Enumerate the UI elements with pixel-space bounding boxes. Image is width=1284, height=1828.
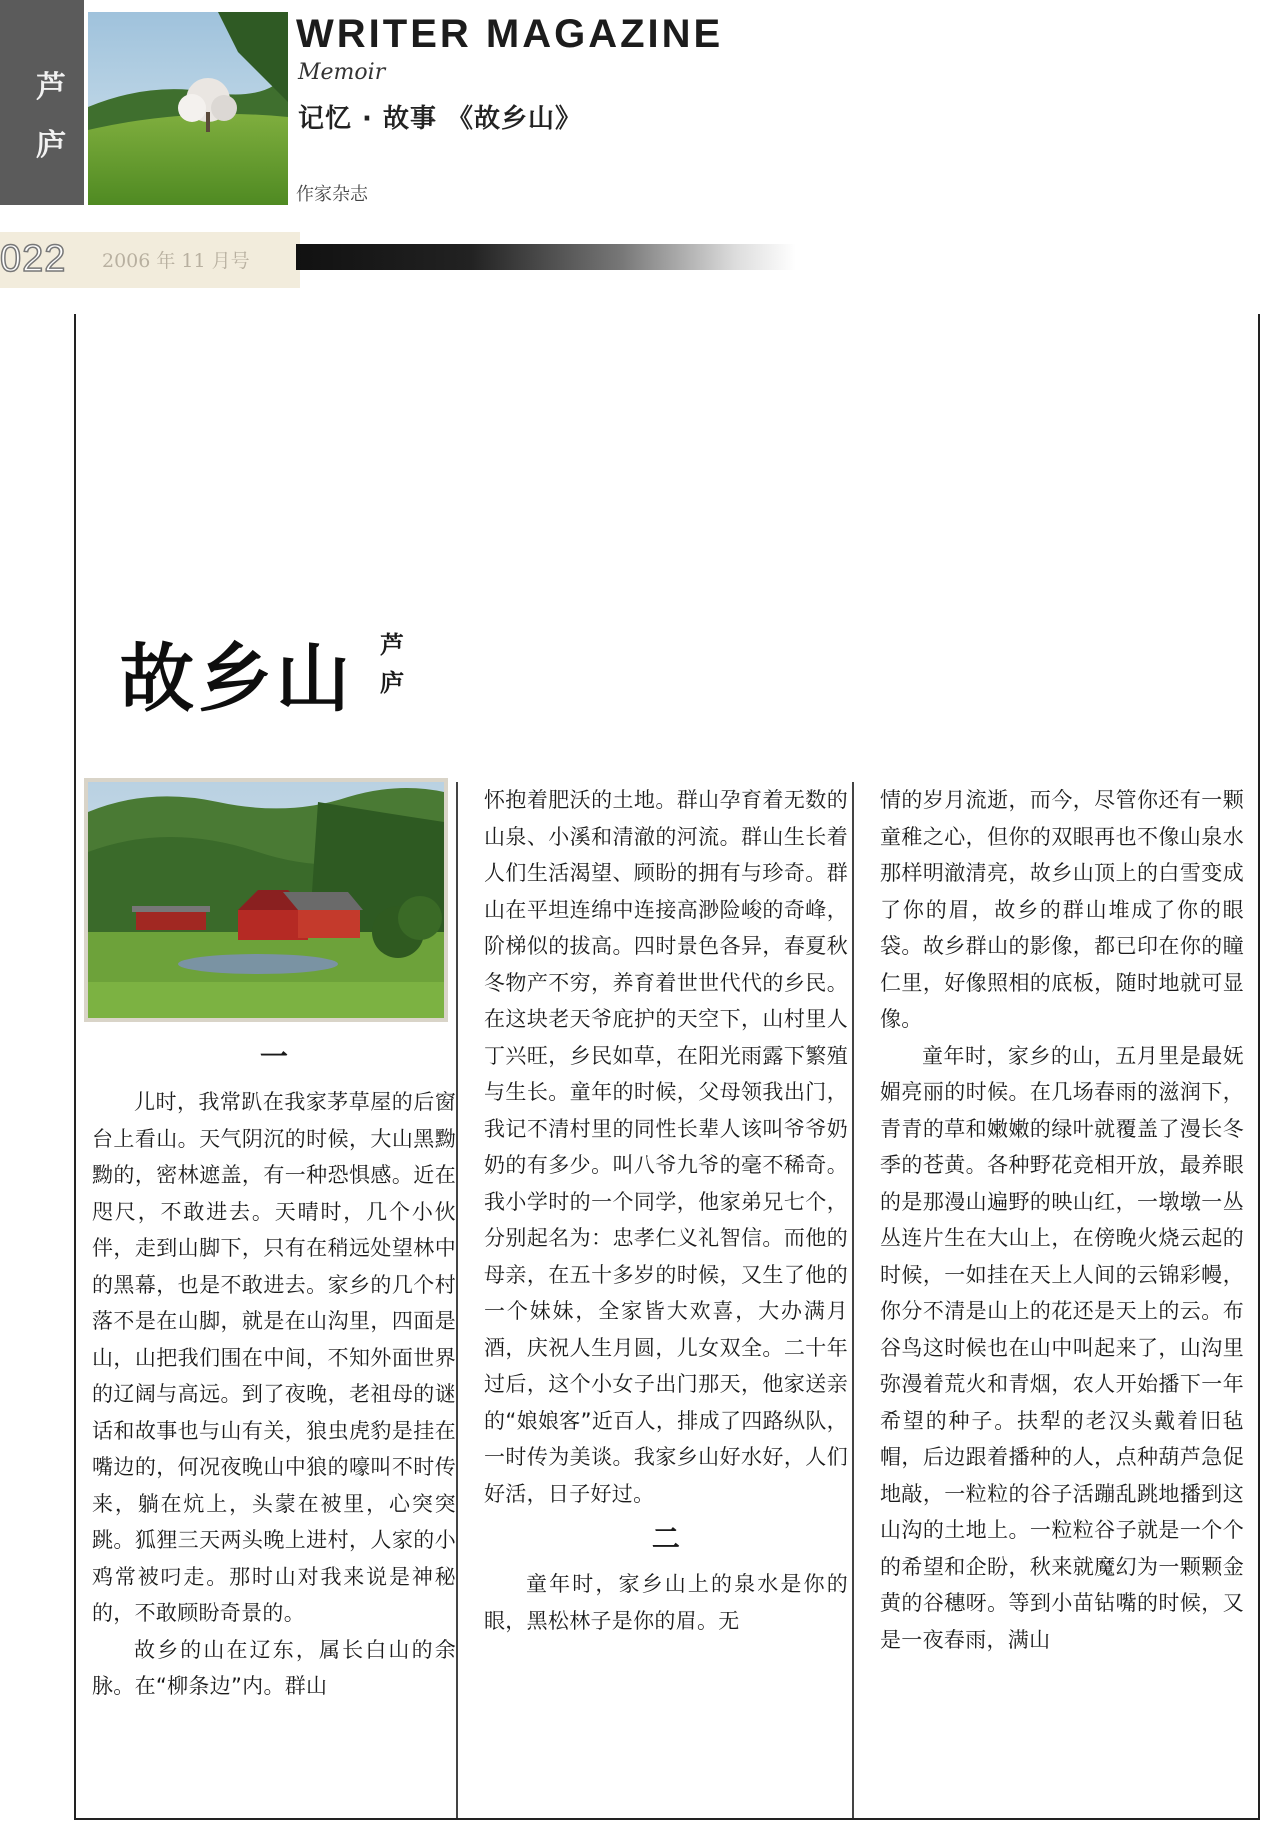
author-tab [0, 0, 84, 205]
author-tab-char-2: 庐 [36, 128, 66, 163]
article-column-3 [880, 782, 1244, 1658]
column-divider-2 [852, 782, 854, 1818]
paragraph: 怀抱着肥沃的土地。群山孕育着无数的山泉、小溪和清澈的河流。群山生长着人们生活渴望、顾盼的拥有与珍奇。群山在平坦连绵中连接高渺险峻的奇峰，阶梯似的拔高。四时景色各异，春夏秋冬物产不穷，养育着世世代代的乡民。在这块老天爷庇护的天空下，山村里人丁兴旺，乡民如草，在阳光雨露下繁殖与生长。童年的时候，父母领我出门，我记不清村里的同性长辈人该叫爷爷奶奶的有多少。叫八爷九爷的毫不稀奇。我小学时的一个同学，他家弟兄七个，分别起名为：忠孝仁义礼智信。而他的母亲，在五十多岁的时候，又生了他的一个妹妹，全家皆大欢喜，大办满月酒，庆祝人生月圆，儿女双全。二十年过后，这个小女子出门那天，他家送亲的“娘娘客”近百人，排成了四路纵队，一时传为美谈。我家乡山好水好，人们好活，日子好过。 [484, 788, 848, 1506]
author-tab-char-1: 芦 [36, 70, 66, 105]
magazine-title: WRITER MAGAZINE [296, 12, 724, 56]
frame-left-rule [74, 314, 76, 1820]
article-farm-photo [84, 778, 448, 1022]
column-divider-1 [456, 782, 458, 1818]
page-number: 022 [0, 238, 67, 280]
section-heading-2: 二 [651, 1522, 681, 1555]
frame-right-rule [1258, 314, 1260, 1820]
paragraph: 情的岁月流逝，而今，尽管你还有一颗童稚之心，但你的双眼再也不像山泉水那样明澈清亮，故乡山顶上的白雪变成了你的眉，故乡的群山堆成了你的眼袋。故乡群山的影像，都已印在你的瞳仁里，好像照相的底板，随时地就可显像。 [880, 788, 1244, 1031]
paragraph: 童年时，家乡的山，五月里是最妩媚亮丽的时候。在几场春雨的滋润下，青青的草和嫩嫩的绿叶就覆盖了漫长冬季的苍黄。各种野花竞相开放，最养眼的是那漫山遍野的映山红，一墩墩一丛丛连片生在大山上，在傍晚火烧云起的时候，一如挂在天上人间的云锦彩幔，你分不清是山上的花还是天上的云。布谷鸟这时候也在山中叫起来了，山沟里弥漫着荒火和青烟，农人开始播下一年希望的种子。扶犁的老汉头戴着旧毡帽，后边跟着播种的人，点种葫芦急促地敲，一粒粒的谷子活蹦乱跳地播到这山沟的土地上。一粒粒谷子就是一个个的希望和企盼，秋来就魔幻为一颗颗金黄的谷穗呀。等到小苗钻嘴的时候，又是一夜春雨，满山 [880, 1043, 1244, 1652]
magazine-name-cn: 作家杂志 [296, 184, 368, 205]
article-column-2 [484, 782, 848, 1639]
article-title: 故乡山 [120, 636, 354, 722]
article-byline: 芦 庐 [380, 631, 404, 697]
paragraph: 童年时，家乡山上的泉水是你的眼，黑松林子是你的眉。无 [484, 1572, 848, 1633]
header-landscape-photo [88, 12, 288, 205]
paragraph: 儿时，我常趴在我家茅草屋的后窗台上看山。天气阴沉的时候，大山黑黝黝的，密林遮盖，有一种恐惧感。近在咫尺，不敢进去。天晴时，几个小伙伴，走到山脚下，只有在稍远处望林中的黑幕，也是不敢进去。家乡的几个村落不是在山脚，就是在山沟里，四面是山，山把我们围在中间，不知外面世界的辽阔与高远。到了夜晚，老祖母的谜话和故事也与山有关，狼虫虎豹是挂在嘴边的，何况夜晚山中狼的嚎叫不时传来，躺在炕上，头蒙在被里，心突突跳。狐狸三天两头晚上进村，人家的小鸡常被叼走。那时山对我来说是神秘的，不敢顾盼奇景的。 [92, 1090, 456, 1625]
article-column-1 [92, 1030, 456, 1705]
section-heading-1: 一 [259, 1040, 289, 1073]
issue-date: 2006 年 11 月号 [102, 250, 250, 272]
header-gradient-bar [296, 244, 796, 270]
magazine-subtitle-en: Memoir [298, 60, 386, 85]
frame-bottom-rule [74, 1818, 1260, 1820]
column-line: 记忆 · 故事 《故乡山》 [298, 104, 583, 134]
paragraph: 故乡的山在辽东，属长白山的余脉。在“柳条边”内。群山 [92, 1637, 456, 1698]
